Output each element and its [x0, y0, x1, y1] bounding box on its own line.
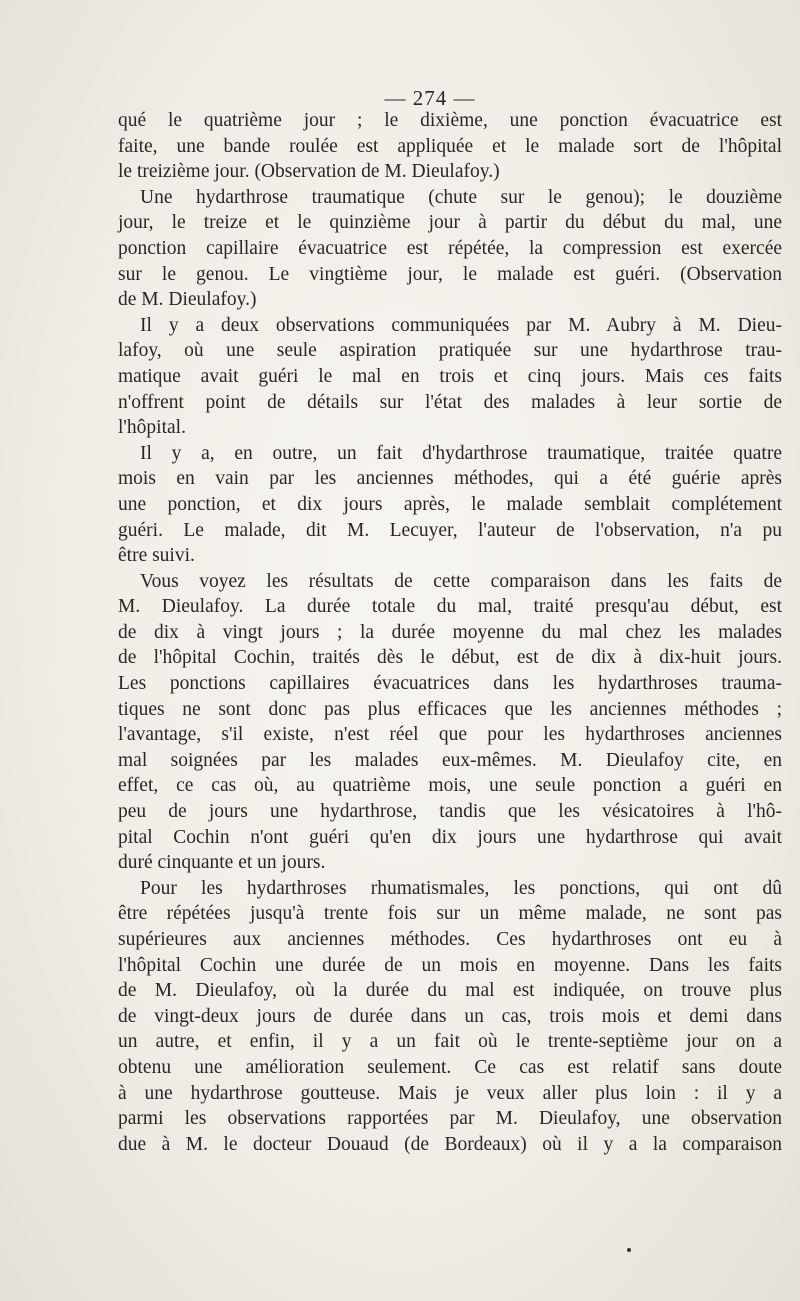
text-line: une ponction, et dix jours après, le malade semblait complétement	[118, 493, 782, 515]
text-line: mois en vain par les anciennes méthodes, qui a été guérie après	[118, 468, 782, 490]
page-number: — 274 —	[384, 86, 476, 110]
text-line: supérieures aux anciennes méthodes. Ces hydarthroses ont eu à	[118, 929, 782, 950]
paragraph	[118, 185, 782, 313]
text-line: guéri. Le malade, dit M. Lecuyer, l'auteur de l'observation, n'a pu	[118, 519, 782, 541]
text-line: M. Dieulafoy. La durée totale du mal, traité presqu'au début, est	[118, 596, 782, 618]
text-line: obtenu une amélioration seulement. Ce cas est relatif sans doute	[118, 1056, 782, 1078]
paragraph	[118, 441, 782, 569]
text-line: l'hôpital Cochin une durée de un mois en moyenne. Dans les faits	[118, 954, 782, 976]
ink-speck	[627, 1248, 631, 1252]
paragraph	[118, 876, 782, 1158]
text-line: n'offrent point de détails sur l'état des malades à leur sortie de	[118, 391, 782, 413]
text-line: lafoy, où une seule aspiration pratiquée sur une hydarthrose trau-	[118, 340, 782, 362]
text-line: de M. Dieulafoy, où la durée du mal est indiquée, on trouve plus	[118, 980, 782, 1002]
text-line: duré cinquante et un jours.	[118, 852, 326, 874]
text-line: Il y a deux observations communiquées par M. Aubry à M. Dieu-	[140, 314, 782, 336]
text-line: parmi les observations rapportées par M. Dieulafoy, une observation	[118, 1108, 782, 1130]
text-line: être suivi.	[118, 545, 195, 567]
text-line: ponction capillaire évacuatrice est répétée, la compression est exercée	[118, 237, 782, 259]
text-line: de dix à vingt jours ; la durée moyenne du mal chez les malades	[118, 621, 782, 643]
text-line: de vingt-deux jours de durée dans un cas, trois mois et demi dans	[118, 1005, 782, 1027]
text-line: qué le quatrième jour ; le dixième, une ponction évacuatrice est	[118, 110, 782, 131]
text-line: tiques ne sont donc pas plus efficaces que les anciennes méthodes ;	[118, 698, 782, 720]
paragraph	[118, 569, 782, 876]
text-line: de l'hôpital Cochin, traités dès le début, est de dix à dix-huit jours.	[118, 647, 782, 669]
text-line: sur le genou. Le vingtième jour, le malade est guéri. (Observation	[118, 263, 782, 285]
paragraph	[118, 108, 782, 185]
text-line: un autre, et enfin, il y a un fait où le trente-septième jour on a	[118, 1031, 782, 1053]
text-line: peu de jours une hydarthrose, tandis que les vésicatoires à l'hô-	[118, 801, 782, 823]
text-line: l'avantage, s'il existe, n'est réel que pour les hydarthroses anciennes	[118, 724, 782, 746]
text-line: Les ponctions capillaires évacuatrices dans les hydarthroses trauma-	[118, 673, 782, 695]
text-line: à une hydarthrose goutteuse. Mais je veux aller plus loin : il y a	[118, 1082, 782, 1104]
text-line: mal soignées par les malades eux-mêmes. M. Dieulafoy cite, en	[118, 749, 782, 771]
text-line: Pour les hydarthroses rhumatismales, les ponctions, qui ont dû	[140, 877, 782, 899]
text-line: Vous voyez les résultats de cette comparaison dans les faits de	[140, 570, 782, 592]
text-line: faite, une bande roulée est appliquée et le malade sort de l'hôpital	[118, 135, 782, 157]
text-line: pital Cochin n'ont guéri qu'en dix jours une hydarthrose qui avait	[118, 826, 782, 848]
text-line: matique avait guéri le mal en trois et cinq jours. Mais ces faits	[118, 365, 782, 387]
text-line: effet, ce cas où, au quatrième mois, une seule ponction a guéri en	[118, 775, 782, 797]
text-line: Il y a, en outre, un fait d'hydarthrose traumatique, traitée quatre	[140, 442, 782, 464]
text-line: l'hôpital.	[118, 417, 186, 439]
text-line: être répétées jusqu'à trente fois sur un même malade, ne sont pas	[118, 903, 782, 925]
text-line: de M. Dieulafoy.)	[118, 289, 257, 311]
text-line: due à M. le docteur Douaud (de Bordeaux) où il y a la comparaison	[118, 1133, 782, 1155]
paragraph	[118, 313, 782, 441]
text-line: Une hydarthrose traumatique (chute sur le genou); le douzième	[140, 186, 782, 208]
body-text	[118, 108, 782, 1157]
text-line: le treizième jour. (Observation de M. Dieulafoy.)	[118, 161, 500, 183]
text-line: jour, le treize et le quinzième jour à partir du début du mal, une	[118, 212, 782, 234]
